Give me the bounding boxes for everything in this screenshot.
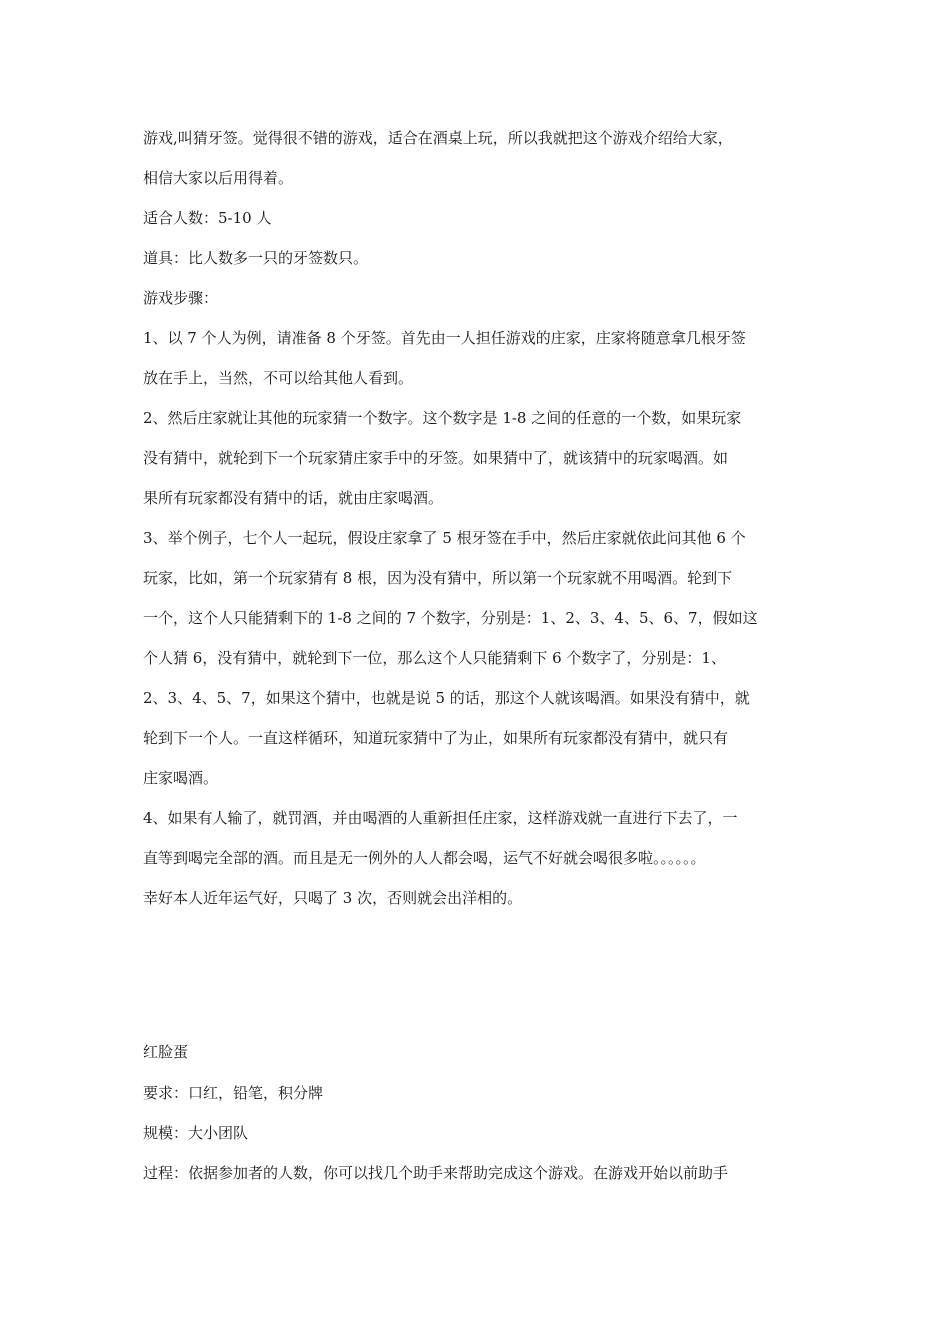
step1-line-2: 放在手上，当然，不可以给其他人看到。: [143, 369, 414, 387]
props-line: 道具：比人数多一只的牙签数只。: [143, 249, 369, 267]
scale-line: 规模：大小团队: [143, 1124, 249, 1142]
step4-line-1: 4、如果有人输了，就罚酒，并由喝酒的人重新担任庄家，这样游戏就一直进行下去了，一: [143, 809, 738, 827]
step4-line-2: 直等到喝完全部的酒。而且是无一例外的人人都会喝，运气不好就会喝很多啦。。。。。。: [143, 849, 706, 867]
step2-line-3: 果所有玩家都没有猜中的话，就由庄家喝酒。: [143, 489, 444, 507]
section-title: 红脸蛋: [143, 1043, 189, 1061]
step3-line-6: 轮到下一个人。一直这样循环，知道玩家猜中了为止，如果所有玩家都没有猜中，就只有: [143, 729, 729, 747]
step3-line-5: 2、3、4、5、7，如果这个猜中，也就是说 5 的话，那这个人就该喝酒。如果没有猜中，就: [143, 689, 750, 707]
step3-line-3: 一个，这个人只能猜剩下的 1-8 之间的 7 个数字，分别是：1、2、3、4、5、6、7，假如这: [143, 609, 758, 627]
steps-heading: 游戏步骤：: [143, 289, 219, 307]
requirements-line: 要求：口红，铅笔，积分牌: [143, 1084, 324, 1102]
step1-line-1: 1、以 7 个人为例，请准备 8 个牙签。首先由一人担任游戏的庄家，庄家将随意拿几根牙签: [143, 329, 746, 347]
step2-line-2: 没有猜中，就轮到下一个玩家猜庄家手中的牙签。如果猜中了，就该猜中的玩家喝酒。如: [143, 449, 729, 467]
step2-line-1: 2、然后庄家就让其他的玩家猜一个数字。这个数字是 1-8 之间的任意的一个数，如果玩家: [143, 409, 742, 427]
process-line: 过程：依据参加者的人数，你可以找几个助手来帮助完成这个游戏。在游戏开始以前助手: [143, 1164, 729, 1182]
step3-line-2: 玩家，比如，第一个玩家猜有 8 根，因为没有猜中，所以第一个玩家就不用喝酒。轮到下: [143, 569, 733, 587]
players-count: 适合人数：5-10 人: [143, 209, 272, 227]
step4-line-3: 幸好本人近年运气好，只喝了 3 次，否则就会出洋相的。: [143, 889, 523, 907]
step3-line-4: 个人猜 6，没有猜中，就轮到下一位，那么这个人只能猜剩下 6 个数字了，分别是：1、: [143, 649, 726, 667]
step3-line-7: 庄家喝酒。: [143, 769, 219, 787]
intro-line-2: 相信大家以后用得着。: [143, 169, 294, 187]
step3-line-1: 3、举个例子，七个人一起玩，假设庄家拿了 5 根牙签在手中，然后庄家就依此问其他 6 个: [143, 529, 746, 547]
intro-line-1: 游戏,叫猜牙签。觉得很不错的游戏，适合在酒桌上玩，所以我就把这个游戏介绍给大家，: [143, 129, 733, 147]
